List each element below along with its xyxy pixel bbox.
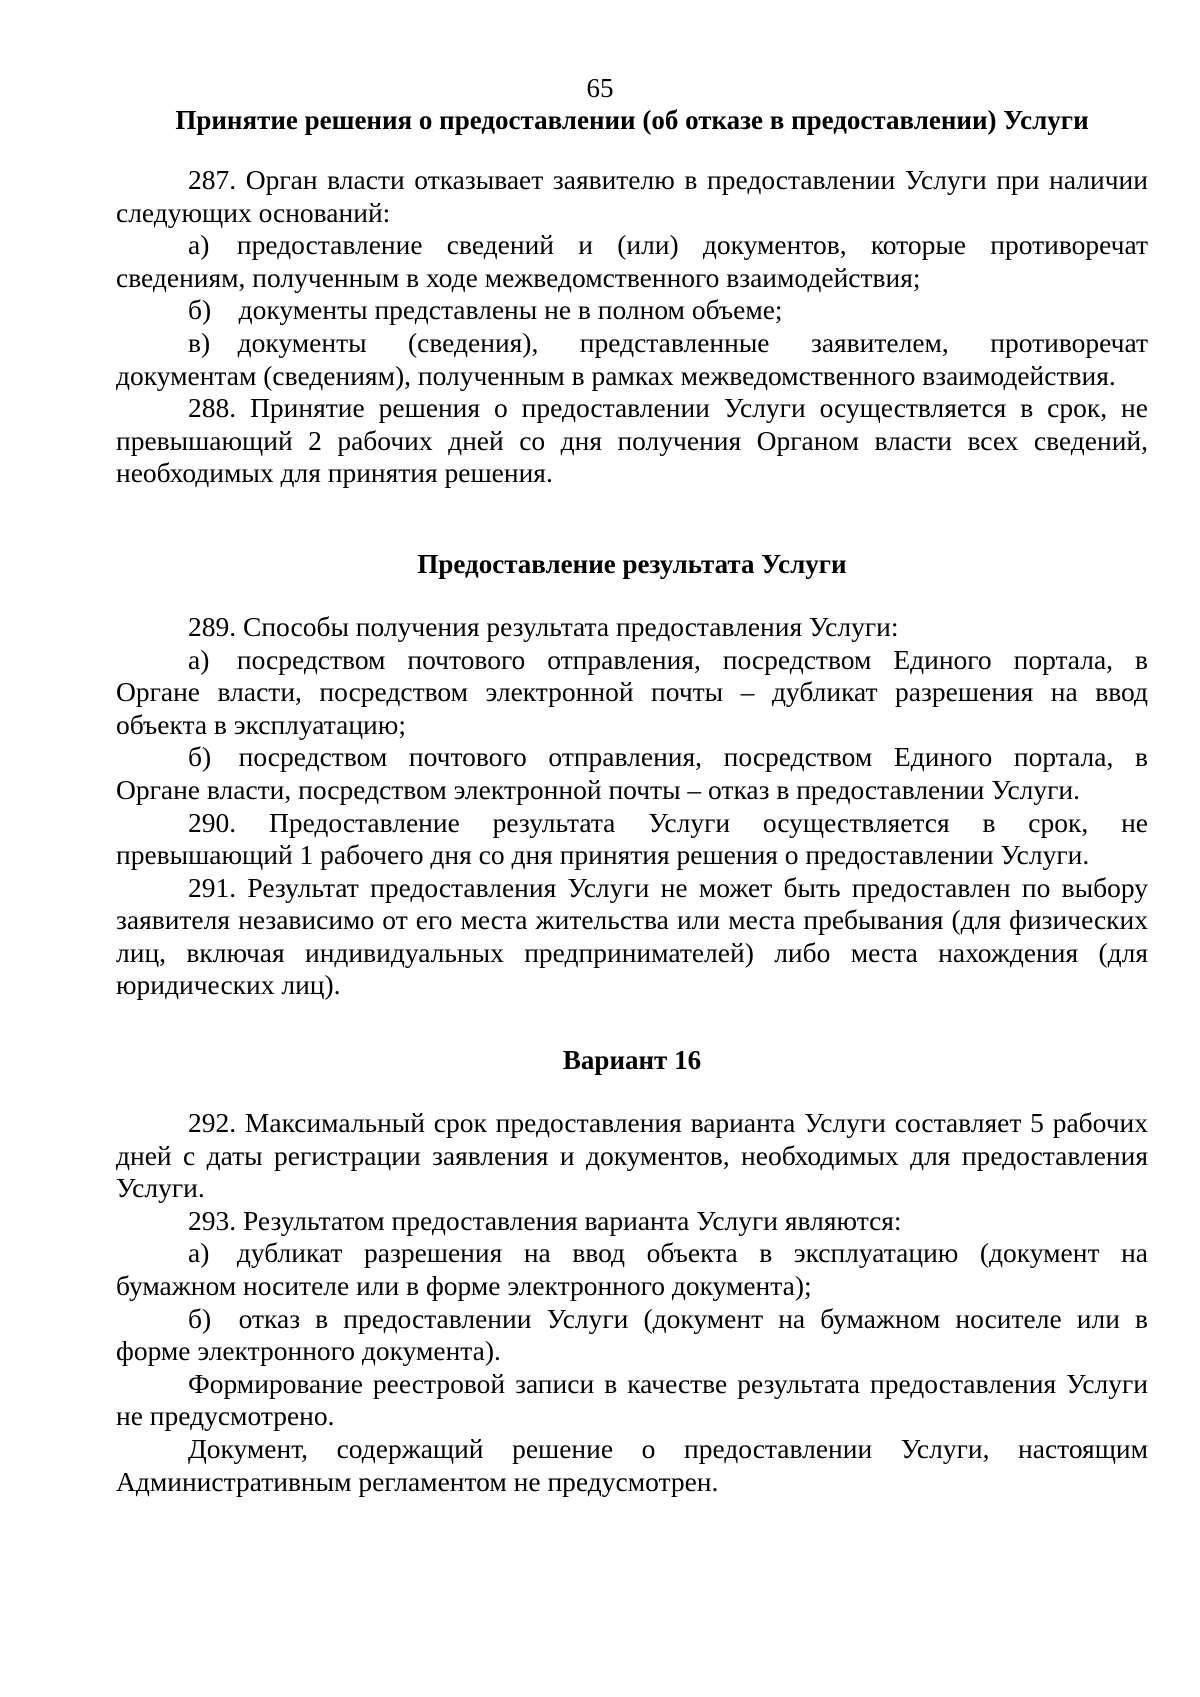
document-body <box>116 104 1148 1498</box>
page-number: 65 <box>586 73 614 103</box>
paragraph-293: 293. Результатом предоставления варианта Услуги являются: <box>188 1204 902 1236</box>
list-item-287-b: б) документы представлены не в полном объеме; <box>188 294 783 326</box>
section-heading-variant: Вариант 16 <box>562 1045 702 1076</box>
list-item-293-b: б) отказ в предоставлении Услуги (документ на бумажном носителе или в форме электронного документа). <box>116 1302 1148 1367</box>
list-item-293-a: а) дубликат разрешения на ввод объекта в эксплуатацию (документ на бумажном носителе или в форме электронного документа); <box>116 1237 1148 1302</box>
list-item-289-b: б) посредством почтового отправления, посредством Единого портала, в Органе власти, посредством электронной почты – отказ в предоставлении Услуги. <box>116 741 1148 805</box>
paragraph-288: 288. Принятие решения о предоставлении Услуги осуществляется в срок, не превышающий 2 рабочих дней со дня получения Органом власти всех сведений, необходимых для принятия решения. <box>116 392 1148 489</box>
paragraph-287: 287. Орган власти отказывает заявителю в предоставлении Услуги при наличии следующих оснований: <box>116 164 1148 228</box>
paragraph-292: 292. Максимальный срок предоставления варианта Услуги составляет 5 рабочих дней с даты регистрации заявления и документов, необходимых для предоставления Услуги. <box>116 1107 1148 1204</box>
paragraph-290: 290. Предоставление результата Услуги осуществляется в срок, не превышающий 1 рабочего дня со дня принятия решения о предоставлении Услуги. <box>116 806 1148 871</box>
paragraph-291: 291. Результат предоставления Услуги не может быть предоставлен по выбору заявителя независимо от его места жительства или места пребывания (для физических лиц, включая индивидуальных предпринимателей) либо места нахождения (для юридических лиц). <box>116 871 1148 1001</box>
list-item-287-c: в) документы (сведения), представленные заявителем, противоречат документам (сведениям), полученным в рамках межведомственного взаимодействия. <box>116 326 1148 391</box>
paragraph-289: 289. Способы получения результата предоставления Услуги: <box>188 610 899 642</box>
list-item-289-a: а) посредством почтового отправления, посредством Единого портала, в Органе власти, посредством электронной почты – дубликат разрешения на ввод объекта в эксплуатацию; <box>116 643 1148 740</box>
paragraph-registry-record: Формирование реестровой записи в качестве результата предоставления Услуги не предусмотрено. <box>116 1367 1148 1432</box>
list-item-287-a: а) предоставление сведений и (или) документов, которые противоречат сведениям, полученным в ходе межведомственного взаимодействия; <box>116 229 1148 293</box>
section-heading-decision: Принятие решения о предоставлении (об отказе в предоставлении) Услуги <box>175 105 1089 135</box>
section-heading-result: Предоставление результата Услуги <box>417 548 847 579</box>
paragraph-decision-document: Документ, содержащий решение о предоставлении Услуги, настоящим Административным регламентом не предусмотрен. <box>116 1433 1148 1497</box>
